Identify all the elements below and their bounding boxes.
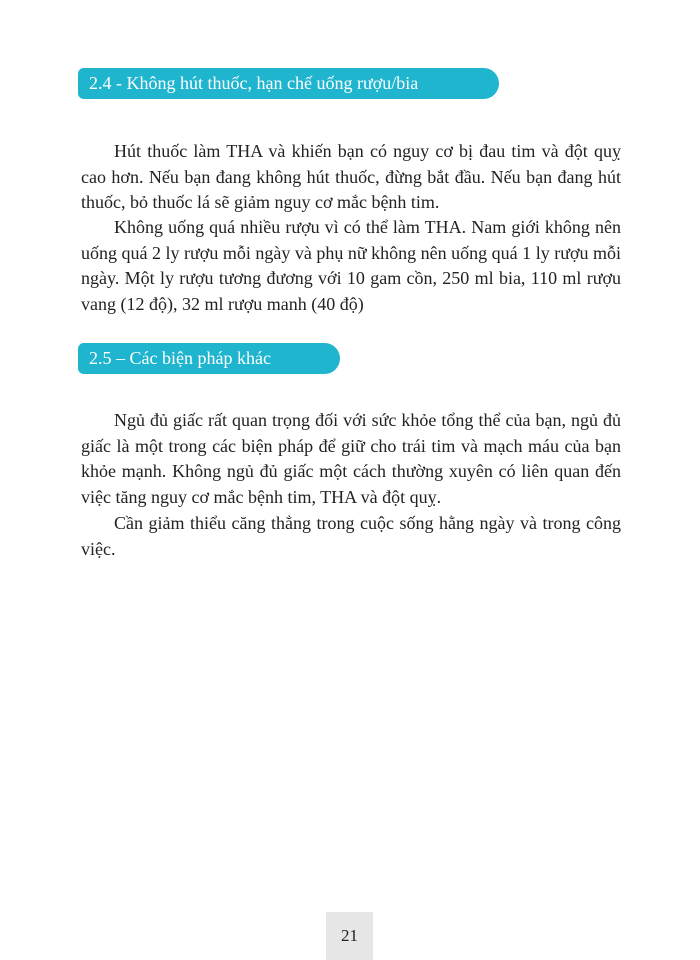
paragraph-sleep: Ngủ đủ giấc rất quan trọng đối với sức khỏe tổng thể của bạn, ngủ đủ giấc là một trong các biện pháp để giữ cho trái tim và mạch máu của bạn khỏe mạnh. Không ngủ đủ giấc một cách thường xuyên có liên quan đến việc tăng nguy cơ mắc bệnh tim, THA và đột quỵ. [81,410,621,507]
page-number: 21 [326,912,373,960]
paragraph-alcohol: Không uống quá nhiều rượu vì có thể làm THA. Nam giới không nên uống quá 2 ly rượu mỗi ngày và phụ nữ không nên uống quá 1 ly rượu mỗi ngày. Một ly rượu tương đương với 10 gam cồn, 250 ml bia, 110 ml rượu vang (12 độ), 32 ml rượu manh (40 độ) [81,217,621,314]
section-heading-2-5: 2.5 – Các biện pháp khác [78,343,340,374]
paragraph-stress: Cần giảm thiểu căng thẳng trong cuộc sống hằng ngày và trong công việc. [81,513,621,559]
paragraph-smoking: Hút thuốc làm THA và khiến bạn có nguy cơ bị đau tim và đột quỵ cao hơn. Nếu bạn đang không hút thuốc, đừng bắt đầu. Nếu bạn đang hút thuốc, bỏ thuốc lá sẽ giảm nguy cơ mắc bệnh tim. [81,141,621,212]
section-heading-2-4: 2.4 - Không hút thuốc, hạn chế uống rượu/bia [78,68,499,99]
